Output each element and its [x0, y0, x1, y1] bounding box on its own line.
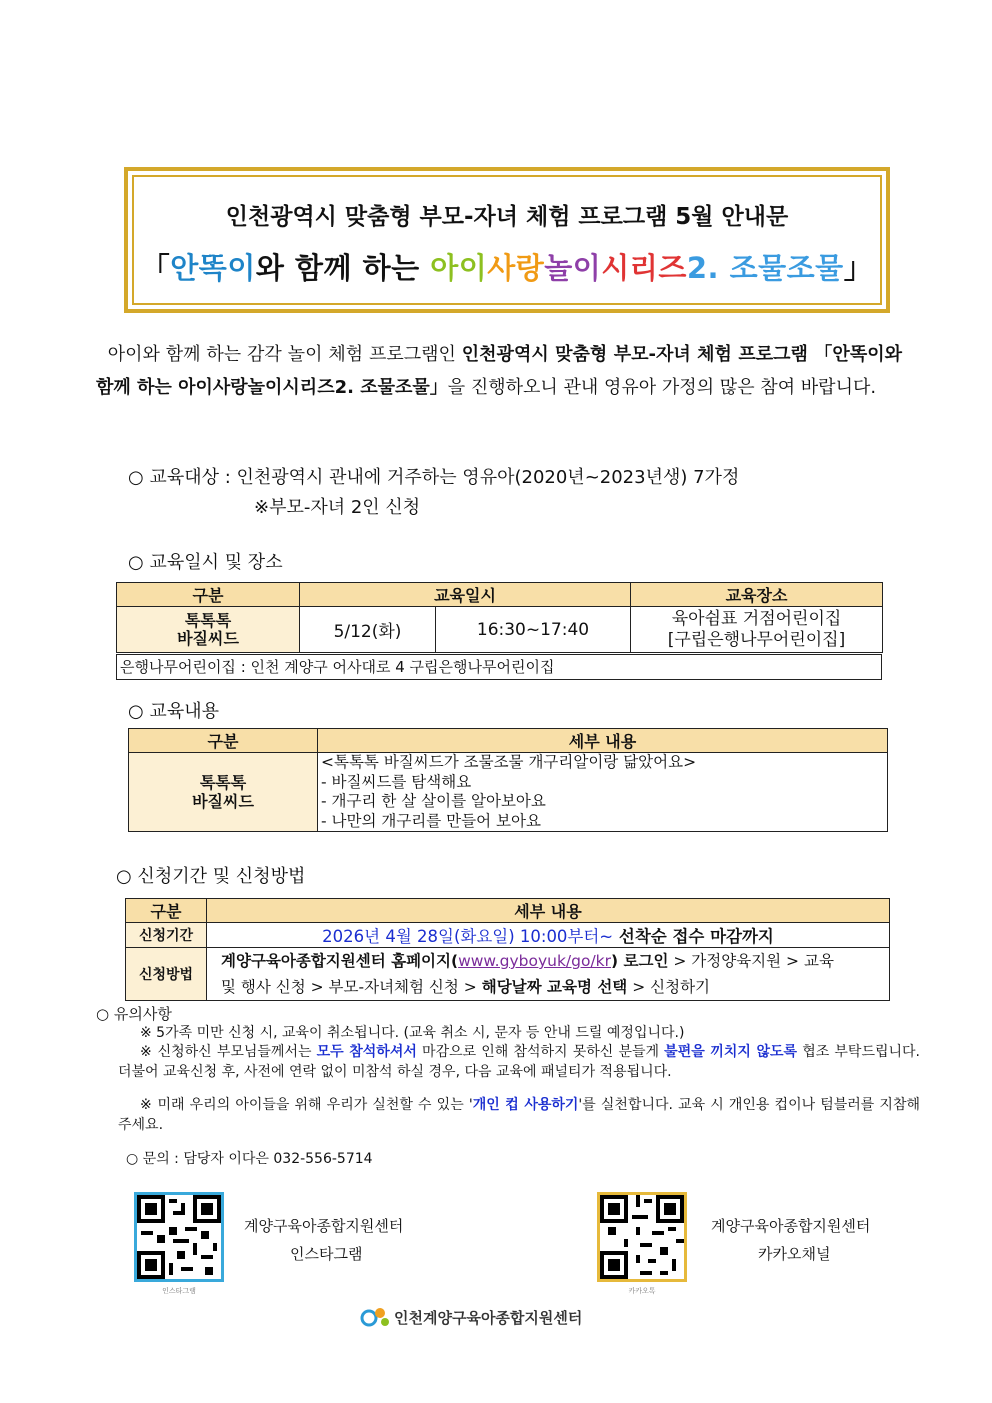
- note-emph: 불편을 끼치지 않도록: [664, 1044, 798, 1060]
- schedule-table: [116, 582, 883, 653]
- place-name: 육아쉼표 거점어린이집: [671, 608, 842, 629]
- place-name: [구립은행나무어린이집]: [667, 629, 846, 650]
- content-header: 구분: [129, 729, 318, 753]
- notes-heading: ○ 유의사항: [96, 1005, 172, 1023]
- note-text: ※ 미래 우리의 아이들을 위해 우리가 실천할 수 있는 ': [140, 1097, 473, 1113]
- content-line: - 바질씨드를 탐색해요: [321, 772, 472, 791]
- method-cell: [207, 948, 890, 1001]
- content-table: [128, 728, 888, 832]
- method-text: > 가정양육지원 > 교육: [668, 952, 834, 970]
- footer-org: 인천계양구육아종합지원센터: [394, 1309, 583, 1327]
- title-part: 아이: [430, 251, 488, 285]
- note-text: ※ 신청하신 부모님들께서는: [140, 1044, 317, 1060]
- period-label: 신청기간: [126, 923, 207, 948]
- title-part: 와 함께 하는: [255, 251, 431, 285]
- intro-bold: 인천광역시 맞춤형 부모-자녀 체험 프로그램 「안똑이와 함께 하는 아이사랑놀이시리즈2. 조물조물」: [96, 344, 902, 398]
- method-text: 해당날짜 교육명 선택: [481, 978, 628, 996]
- note-text: 협조 부탁드립니다. 더불어 교육신청 후, 사전에 연락 없이 미참석 하실 경우, 다음 교육에 패널티가 적용됩니다.: [118, 1044, 920, 1080]
- apply-heading: ○ 신청기간 및 신청방법: [116, 866, 306, 887]
- method-text: 및 행사 신청 > 부모-자녀체험 신청 >: [221, 978, 482, 996]
- title-part: 놀이: [544, 251, 602, 285]
- contact-line: ○ 문의 : 담당자 이다은 032-556-5714: [126, 1151, 373, 1167]
- content-line: - 개구리 한 살 살이를 알아보아요: [321, 792, 546, 810]
- kakao-label: 카카오채널: [758, 1245, 831, 1263]
- address-box: 은행나무어린이집 : 인천 계양구 어사대로 4 구립은행나무어린이집: [116, 654, 882, 680]
- instagram-label: 계양구육아종합지원센터: [244, 1217, 404, 1235]
- note-text: 마감으로 인해 참석하지 못하신 분들게: [416, 1044, 665, 1060]
- method-text: 계양구육아종합지원센터 홈페이지(: [221, 952, 459, 970]
- schedule-place: [631, 607, 883, 653]
- content-line: - 나만의 개구리를 만들어 보아요: [321, 811, 541, 830]
- kakao-label: 계양구육아종합지원센터: [711, 1217, 871, 1235]
- note-emph: 개인 컵 사용하기: [472, 1097, 579, 1113]
- schedule-heading: ○ 교육일시 및 장소: [128, 552, 283, 573]
- note-2: [118, 1042, 920, 1082]
- kakao-caption: 카카오톡: [628, 1287, 656, 1295]
- method-label: 신청방법: [126, 948, 207, 1001]
- schedule-date: 5/12(화): [300, 607, 436, 653]
- org-logo-icon: [360, 1305, 390, 1333]
- schedule-header: 교육일시: [300, 583, 631, 607]
- kakao-qr-icon[interactable]: [597, 1192, 687, 1282]
- note-3: [118, 1095, 920, 1135]
- schedule-header: 교육장소: [631, 583, 883, 607]
- title-part: 「: [140, 251, 171, 285]
- intro-paragraph: [96, 338, 902, 404]
- period-rest: 선착순 접수 마감까지: [613, 927, 774, 946]
- apply-header: 세부 내용: [207, 899, 890, 923]
- title-part: 」: [843, 251, 874, 285]
- intro-rest: 을 진행하오니 관내 영유아 가정의 많은 참여 바랍니다.: [447, 377, 877, 398]
- apply-header: 구분: [126, 899, 207, 923]
- title-part: 2. 조물조물: [686, 251, 844, 285]
- note-text: '를 실천합니다. 교육 시 개인용 컵이나 텀블러를 지참해주세요.: [118, 1097, 920, 1133]
- title-part: 사랑: [487, 251, 545, 285]
- content-heading: ○ 교육내용: [128, 701, 219, 722]
- content-program-cell: [129, 753, 318, 832]
- target-sub: ※부모-자녀 2인 신청: [254, 497, 421, 518]
- instagram-caption: 인스타그램: [162, 1287, 196, 1295]
- content-header: 세부 내용: [318, 729, 888, 753]
- qr-code-icon: [600, 1195, 684, 1279]
- instagram-qr-icon[interactable]: [134, 1192, 224, 1282]
- note-emph: 모두 참석하셔서: [316, 1044, 417, 1060]
- page-title: 인천광역시 맞춤형 부모-자녀 체험 프로그램 5월 안내문: [225, 204, 789, 230]
- program-name: 바질씨드: [177, 628, 239, 648]
- program-name: 톡톡톡: [199, 773, 247, 792]
- method-text: > 신청하기: [627, 978, 711, 996]
- title-part: 안똑이: [170, 251, 256, 285]
- target-line: ○ 교육대상 : 인천광역시 관내에 거주하는 영유아(2020년~2023년생) 7가정: [128, 467, 740, 488]
- schedule-header: 구분: [117, 583, 300, 607]
- schedule-time: 16:30~17:40: [436, 607, 631, 653]
- intro-text: 아이와 함께 하는 감각 놀이 체험 프로그램인: [107, 344, 462, 365]
- period-cell: [207, 923, 890, 948]
- schedule-program-cell: [117, 607, 300, 653]
- instagram-label: 인스타그램: [290, 1245, 363, 1263]
- title-frame: [124, 167, 890, 313]
- program-name: 톡톡톡: [184, 610, 232, 630]
- homepage-link[interactable]: www.gyboyuk/go/kr: [458, 952, 612, 970]
- content-details: [318, 753, 888, 832]
- program-name: 바질씨드: [192, 792, 254, 811]
- logo-mark-icon: [360, 1305, 390, 1329]
- title-part: 시리즈: [601, 251, 687, 285]
- period-date: 2026년 4월 28일(화요일) 10:00부터~: [322, 927, 614, 946]
- apply-table: [125, 898, 890, 1001]
- note-1: ※ 5가족 미만 신청 시, 교육이 취소됩니다. (교육 취소 시, 문자 등 안내 드릴 예정입니다.): [140, 1025, 685, 1041]
- method-text: ) 로그인: [611, 952, 669, 970]
- content-line: <톡톡톡 바질씨드가 조물조물 개구리알이랑 닮았어요>: [321, 753, 697, 771]
- program-title: [124, 246, 890, 287]
- qr-code-icon: [137, 1195, 221, 1279]
